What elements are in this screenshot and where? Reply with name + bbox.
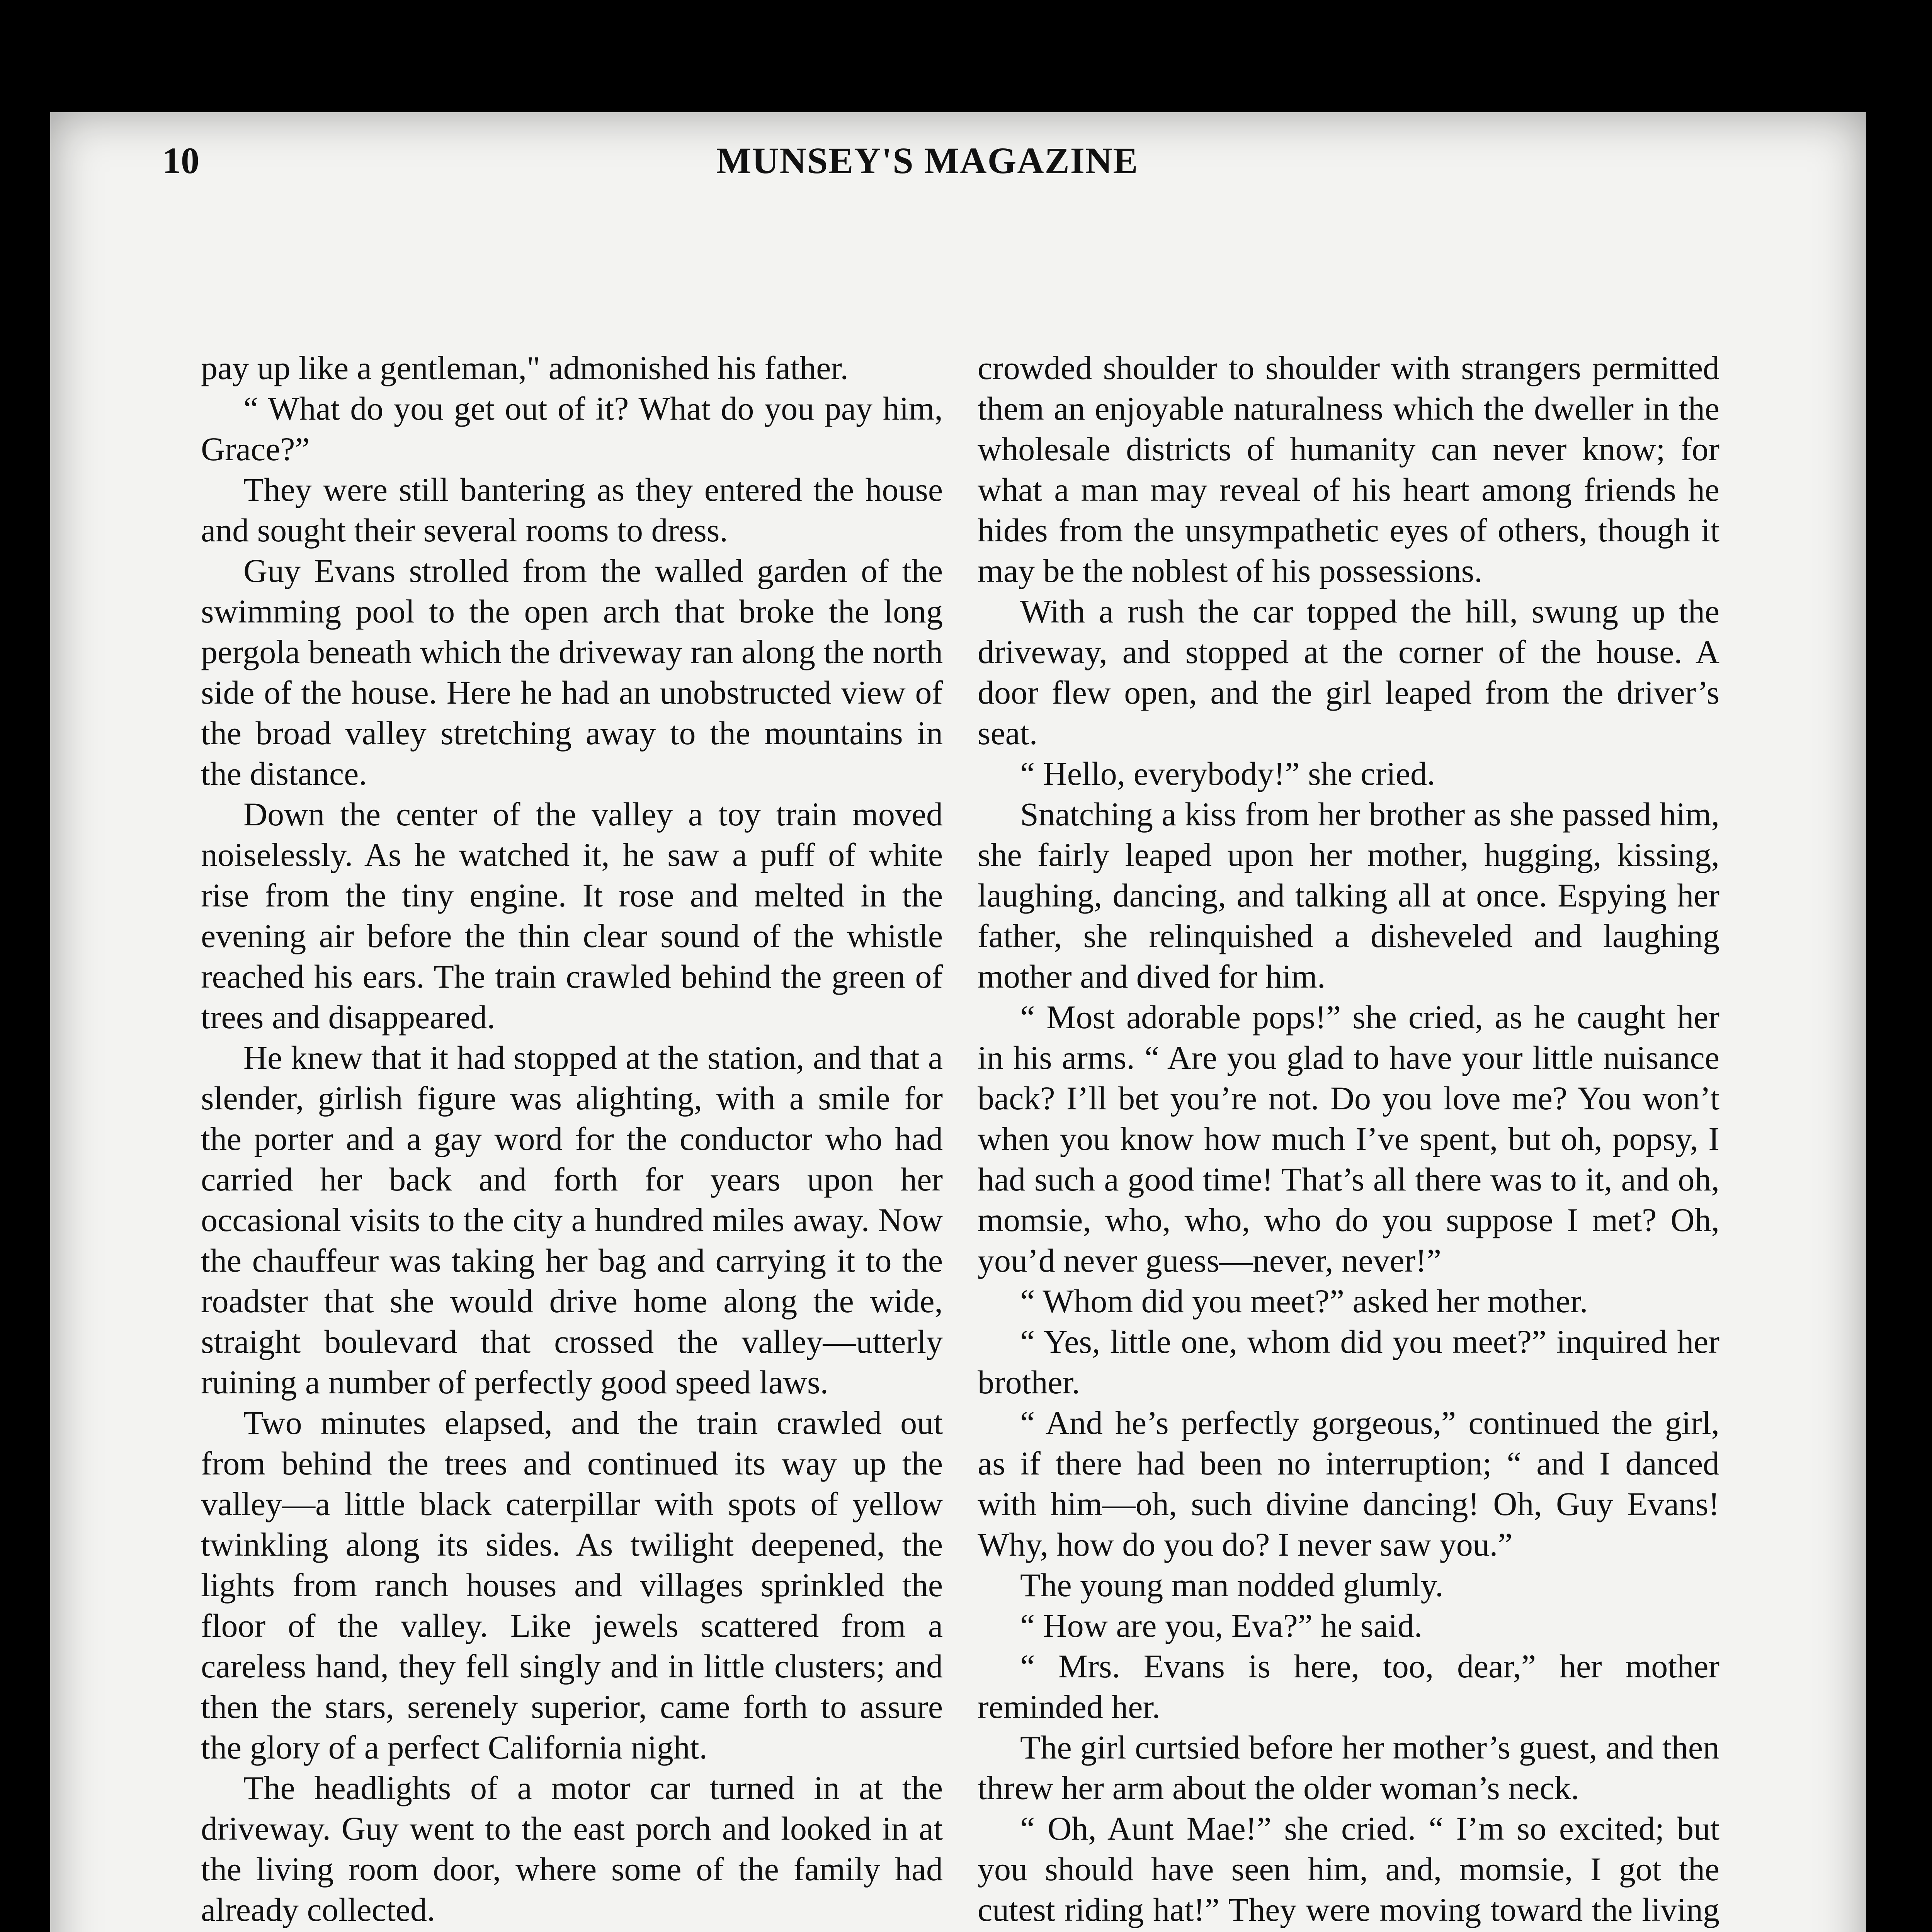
page-number: 10 <box>162 140 199 181</box>
paragraph: “ And he’s perfectly gorgeous,” continued the girl, as if there had been no interruption; “ and I danced with him—oh, such divine dancing! Oh, Guy Evans! Why, how do you do? I never saw you.” <box>978 1404 1719 1563</box>
paragraph: “ Oh, Aunt Mae!” she cried. “ I’m so excited; but you should have seen him, and, momsie, I got the cutest riding hat!” They were moving toward the living <box>978 1810 1719 1928</box>
paragraph: “ Mrs. Evans is here, too, dear,” her mother reminded her. <box>978 1648 1719 1725</box>
paragraph: “ Hello, everybody!” she cried. <box>1020 755 1435 792</box>
paragraph: crowded shoulder to shoulder with strangers permitted them an enjoyable naturalness which the dweller in the wholesale districts of humanity can never know; for what a man may reveal of his heart among friends he hides from the unsympathetic eyes of others, though it may be the noblest of his possessions. <box>978 349 1719 589</box>
paragraph: Down the center of the valley a toy train moved noiselessly. As he watched it, he saw a puff of white rise from the tiny engine. It rose and melted in the evening air before the thin clear sound of the whistle reached his ears. The train crawled behind the green of trees and disappeared. <box>201 796 943 1036</box>
paragraph: The girl curtsied before her mother’s guest, and then threw her arm about the older woman’s neck. <box>978 1729 1719 1806</box>
paragraph: The headlights of a motor car turned in at the driveway. Guy went to the east porch and looked in at the living room door, where some of the family had already collected. <box>201 1769 943 1928</box>
right-text-column <box>978 348 1719 1932</box>
paragraph <box>201 1930 943 1932</box>
paragraph: “ How are you, Eva?” he said. <box>1020 1607 1423 1644</box>
paragraph: “ Yes, little one, whom did you meet?” inquired her brother. <box>978 1323 1719 1401</box>
paragraph: “ Most adorable pops!” she cried, as he caught her in his arms. “ Are you glad to have your little nuisance back? I’ll bet you’re not. Do you love me? You won’t when you know how much I’ve spent, but oh, popsy, I had such a good time! That’s all there was to it, and oh, momsie, who, who, who do you suppose I met? Oh, you’d never guess—never, never!” <box>978 998 1719 1279</box>
paragraph: pay up like a gentleman," admonished his father. <box>201 349 849 386</box>
paragraph: “ What do you get out of it? What do you pay him, Grace?” <box>201 390 943 468</box>
magazine-title: MUNSEY'S MAGAZINE <box>716 140 1139 181</box>
paragraph: They were still bantering as they entered the house and sought their several rooms to dress. <box>201 471 943 549</box>
page-header <box>162 139 1692 193</box>
paragraph: The young man nodded glumly. <box>1020 1566 1444 1604</box>
paragraph: He knew that it had stopped at the station, and that a slender, girlish figure was alighting, with a smile for the porter and a gay word for the conductor who had carried her back and forth for years upon her occasional visits to the city a hundred miles away. Now the chauffeur was taking her bag and carrying it to the roadster that she would drive home along the wide, straight boulevard that crossed the valley—utterly ruining a number of perfectly good speed laws. <box>201 1039 943 1401</box>
paragraph: Snatching a kiss from her brother as she passed him, she fairly leaped upon her mother, hugging, kissing, laughing, dancing, and talking all at once. Espying her father, she relinquished a disheveled and laughing mother and dived for him. <box>978 796 1719 995</box>
paragraph: Two minutes elapsed, and the train crawled out from behind the trees and continued its way up the valley—a little black caterpillar with spots of yellow twinkling along its sides. As twilight deepened, the lights from ranch houses and villages sprinkled the floor of the valley. Like jewels scattered from a careless hand, they fell singly and in little clusters; and then the stars, serenely superior, came forth to assure the glory of a perfect California night. <box>201 1404 943 1766</box>
left-text-column <box>201 348 943 1932</box>
paragraph: With a rush the car topped the hill, swung up the driveway, and stopped at the corner of the house. A door flew open, and the girl leaped from the driver’s seat. <box>978 593 1719 752</box>
paragraph: Guy Evans strolled from the walled garden of the swimming pool to the open arch that broke the long pergola beneath which the driveway ran along the north side of the house. Here he had an unobstructed view of the broad valley stretching away to the mountains in the distance. <box>201 552 943 792</box>
paragraph: “ Whom did you meet?” asked her mother. <box>1020 1282 1588 1320</box>
